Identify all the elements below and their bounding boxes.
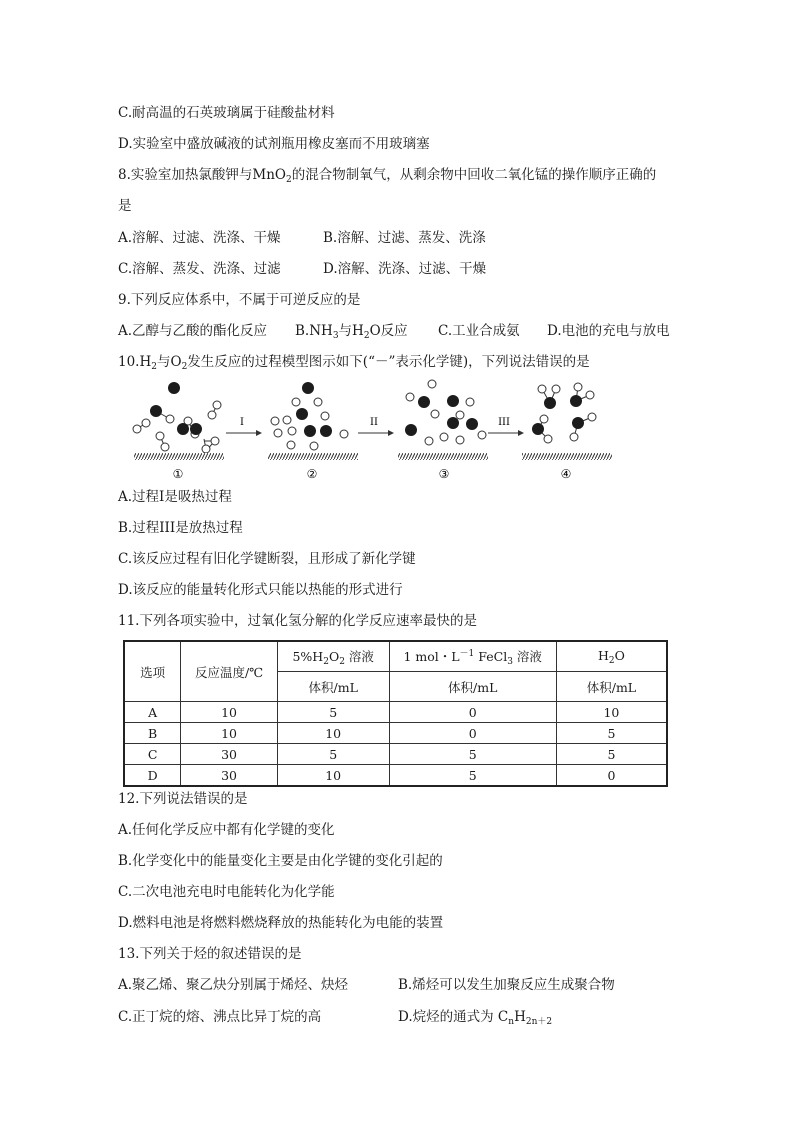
q8-option-b: B.溶解、过滤、蒸发、洗涤 [323, 230, 486, 246]
step-3-label: III [498, 417, 510, 428]
cell-fecl3: 5 [389, 765, 556, 787]
stage-4 [522, 383, 612, 481]
header-h2o2: $5\%H_2O_2$ 溶液 [277, 641, 389, 672]
header-vol-fecl3: 体积/mL [389, 672, 556, 702]
table-row [124, 744, 667, 765]
q9-option-b: $B.NH_3$与$H_2O$反应 [295, 323, 408, 341]
q9-option-c: C.工业合成氨 [438, 323, 520, 339]
q13-stem: 13.下列关于烃的叙述错误的是 [118, 946, 302, 962]
cell-temp: 30 [181, 744, 278, 765]
label-1: ① [172, 467, 184, 481]
cell-water: 5 [556, 723, 667, 744]
cell-fecl3: 5 [389, 744, 556, 765]
q12-option-c: C.二次电池充电时电能转化为化学能 [118, 884, 335, 900]
cell-option: B [124, 723, 181, 744]
cell-water: 0 [556, 765, 667, 787]
q10-option-b: B.过程III是放热过程 [118, 520, 243, 536]
label-3: ③ [438, 467, 450, 481]
q13-option-c: C.正丁烷的熔、沸点比异丁烷的高 [118, 1009, 322, 1025]
step-1-label: I [240, 417, 244, 428]
cell-option: C [124, 744, 181, 765]
q13-option-d: D.烷烃的通式为 $C_nH_{2n+2}$ [398, 1009, 553, 1027]
label-2: ② [306, 467, 318, 481]
cell-h2o2: 5 [277, 744, 389, 765]
q8-stem: 8.实验室加热氯酸钾与MnO$_2$的混合物制氧气，从剩余物中回收二氧化锰的操作顺序正确的 [118, 167, 657, 185]
q8-option-a: A.溶解、过滤、洗涤、干燥 [118, 230, 281, 246]
cell-option: D [124, 765, 181, 787]
step-2-label: II [370, 417, 378, 428]
q12-stem: 12.下列说法错误的是 [118, 791, 248, 807]
q10-option-a: A.过程I是吸热过程 [118, 489, 232, 505]
q8-stem-cont: 是 [118, 198, 132, 214]
q13-option-a: A.聚乙烯、聚乙炔分别属于烯烃、炔烃 [118, 977, 349, 993]
header-water: $H_2O$ [556, 641, 667, 672]
cell-temp: 10 [181, 702, 278, 723]
q8-option-c: C.溶解、蒸发、洗涤、过滤 [118, 261, 281, 277]
cell-h2o2: 5 [277, 702, 389, 723]
q12-option-d: D.燃料电池是将燃料燃烧释放的热能转化为电能的装置 [118, 915, 444, 931]
cell-h2o2: 10 [277, 723, 389, 744]
header-temp: 反应温度/℃ [181, 641, 278, 702]
header-vol-water: 体积/mL [556, 672, 667, 702]
table-row [124, 702, 667, 723]
header-option: 选项 [124, 641, 181, 702]
q7-option-c: C.耐高温的石英玻璃属于硅酸盐材料 [118, 105, 335, 121]
q12-option-b: B.化学变化中的能量变化主要是由化学键的变化引起的 [118, 853, 443, 869]
q7-option-d: D.实验室中盛放碱液的试剂瓶用橡皮塞而不用玻璃塞 [118, 136, 430, 152]
experiment-table [123, 640, 668, 787]
stage-2 [268, 382, 358, 481]
q8-option-d: D.溶解、洗涤、过滤、干燥 [323, 261, 487, 277]
reaction-model-diagram [130, 375, 690, 485]
label-4: ④ [560, 467, 572, 481]
cell-water: 10 [556, 702, 667, 723]
cell-temp: 30 [181, 765, 278, 787]
header-vol-h2o2: 体积/mL [277, 672, 389, 702]
cell-temp: 10 [181, 723, 278, 744]
table-row [124, 723, 667, 744]
stage-1 [133, 382, 224, 481]
q10-option-d: D.该反应的能量转化形式只能以热能的形式进行 [118, 582, 403, 598]
q9-option-d: D.电池的充电与放电 [547, 323, 670, 339]
table-row [124, 765, 667, 787]
arrow-step-1 [226, 417, 262, 436]
q11-stem: 11.下列各项实验中，过氧化氢分解的化学反应速率最快的是 [118, 613, 477, 629]
q12-option-a: A.任何化学反应中都有化学键的变化 [118, 822, 335, 838]
header-fecl3: 1 mol・$L^{-1}$ FeCl$_3$ 溶液 [389, 641, 556, 672]
stage-3 [398, 380, 488, 481]
cell-fecl3: 0 [389, 702, 556, 723]
cell-fecl3: 0 [389, 723, 556, 744]
cell-option: A [124, 702, 181, 723]
cell-h2o2: 10 [277, 765, 389, 787]
q13-option-b: B.烯烃可以发生加聚反应生成聚合物 [398, 977, 615, 993]
arrow-step-3 [488, 417, 524, 436]
arrow-step-2 [358, 417, 394, 436]
q10-stem: $10.H_2$与$O_2$发生反应的过程模型图示如下(“－”表示化学键)，下列说法错误的是 [118, 354, 590, 372]
q10-option-c: C.该反应过程有旧化学键断裂，且形成了新化学键 [118, 551, 416, 567]
q9-option-a: A.乙醇与乙酸的酯化反应 [118, 323, 268, 339]
q9-stem: 9.下列反应体系中，不属于可逆反应的是 [118, 292, 361, 308]
cell-water: 5 [556, 744, 667, 765]
